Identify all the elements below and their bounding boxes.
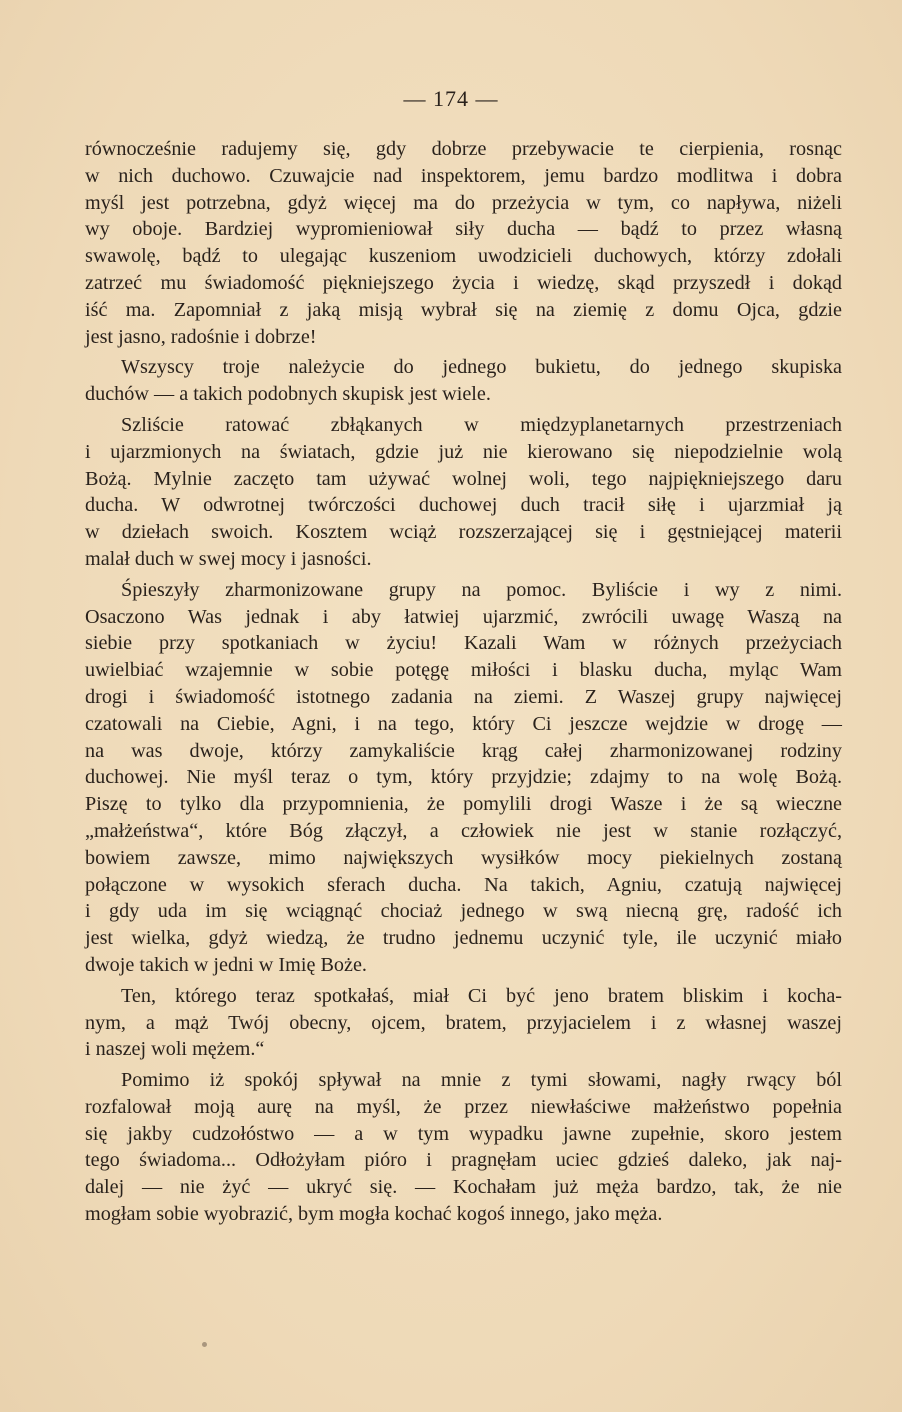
text-line: swawolę, bądź to ulegając kuszeniom uwodzicieli duchowych, którzy zdołali (85, 245, 842, 268)
paragraph (85, 354, 842, 408)
text-line: i naszej woli mężem.“ (85, 1038, 265, 1061)
text-line: dwoje takich w jedni w Imię Boże. (85, 953, 367, 976)
body-text (85, 136, 842, 1232)
text-line: rozfalował moją aurę na myśl, że przez niewłaściwe małżeństwo popełnia (85, 1095, 842, 1118)
text-line: dalej — nie żyć — ukryć się. — Kochałam już męża bardzo, tak, że nie (85, 1176, 842, 1199)
text-line: Szliście ratować zbłąkanych w międzyplanetarnych przestrzeniach (121, 413, 842, 436)
text-line: nym, a mąż Twój obecny, ojcem, bratem, przyjacielem i z własnej waszej (85, 1011, 842, 1034)
text-line: iść ma. Zapomniał z jaką misją wybrał się na ziemię z domu Ojca, gdzie (85, 298, 842, 321)
text-line: drogi i świadomość istotnego zadania na ziemi. Z Waszej grupy najwięcej (85, 685, 842, 708)
paragraph (85, 412, 842, 573)
text-line: duchów — a takich podobnych skupisk jest wiele. (85, 383, 491, 406)
text-line: wy oboje. Bardziej wypromieniował siły ducha — bądź to przez własną (85, 218, 842, 241)
text-line: Pomimo iż spokój spływał na mnie z tymi słowami, nagły rwący ból (121, 1069, 842, 1092)
text-line: Śpieszyły zharmonizowane grupy na pomoc. Byliście i wy z nimi. (121, 578, 842, 601)
paragraph (85, 136, 842, 350)
text-line: Piszę to tylko dla przypomnienia, że pomylili drogi Wasze i że są wieczne (85, 793, 842, 816)
text-line: na was dwoje, którzy zamykaliście krąg całej zharmonizowanej rodziny (85, 739, 842, 762)
text-line: Ten, którego teraz spotkałaś, miał Ci być jeno bratem bliskim i kocha- (121, 984, 842, 1007)
text-line: Osaczono Was jednak i aby łatwiej ujarzmić, zwrócili uwagę Waszą na (85, 605, 842, 628)
text-line: czatowali na Ciebie, Agni, i na tego, który Ci jeszcze wejdzie w drogę — (85, 712, 842, 735)
paragraph (85, 1067, 842, 1228)
text-line: jest wielka, gdyż wiedzą, że trudno jednemu uczynić tyle, ile uczynić miało (85, 927, 842, 950)
text-line: ducha. W odwrotnej twórczości duchowej duch tracił siłę i ujarzmiał ją (85, 494, 842, 517)
text-line: bowiem zawsze, mimo największych wysiłków mocy piekielnych zostaną (85, 846, 842, 869)
text-line: „małżeństwa“, które Bóg złączył, a człowiek nie jest w stanie rozłączyć, (85, 819, 842, 842)
text-line: w dziełach swoich. Kosztem wciąż rozszerzającej się i gęstniejącej materii (85, 521, 842, 544)
page-number: — 174 — (403, 86, 499, 111)
text-line: Wszyscy troje należycie do jednego bukietu, do jednego skupiska (121, 356, 842, 379)
text-line: i gdy uda im się wciągnąć chociaż jednego w swą niecną grę, radość ich (85, 900, 842, 923)
text-line: jest jasno, radośnie i dobrze! (85, 325, 317, 348)
text-line: i ujarzmionych na światach, gdzie już nie kierowano się niepodzielnie wolą (85, 440, 842, 463)
text-line: siebie przy spotkaniach w życiu! Kazali Wam w różnych przeżyciach (85, 632, 842, 655)
paragraph (85, 577, 842, 979)
text-line: mogłam sobie wyobrazić, bym mogła kochać kogoś innego, jako męża. (85, 1203, 663, 1226)
text-line: malał duch w swej mocy i jasności. (85, 547, 372, 570)
text-line: Bożą. Mylnie zaczęto tam używać wolnej woli, tego najpiękniejszego daru (85, 467, 842, 490)
text-line: myśl jest potrzebna, gdyż więcej ma do przeżycia w tym, co napływa, niżeli (85, 191, 842, 214)
text-line: tego świadoma... Odłożyłam pióro i pragnęłam uciec gdzieś daleko, jak naj- (85, 1149, 842, 1172)
text-line: równocześnie radujemy się, gdy dobrze przebywacie te cierpienia, rosnąc (85, 138, 842, 160)
text-line: w nich duchowo. Czuwajcie nad inspektorem, jemu bardzo modlitwa i dobra (85, 164, 842, 187)
paper-speck (202, 1342, 207, 1347)
paragraph (85, 983, 842, 1063)
text-line: duchowej. Nie myśl teraz o tym, który przyjdzie; zdajmy to na wolę Bożą. (85, 766, 842, 789)
text-line: się jakby cudzołóstwo — a w tym wypadku jawne zupełnie, skoro jestem (85, 1122, 842, 1145)
text-line: zatrzeć mu świadomość piękniejszego życia i wiedzę, skąd przyszedł i dokąd (85, 271, 842, 294)
text-line: połączone w wysokich sferach ducha. Na takich, Agniu, czatują najwięcej (85, 873, 842, 896)
text-line: uwielbiać wzajemnie w sobie potęgę miłości i blasku ducha, myląc Wam (85, 659, 842, 682)
